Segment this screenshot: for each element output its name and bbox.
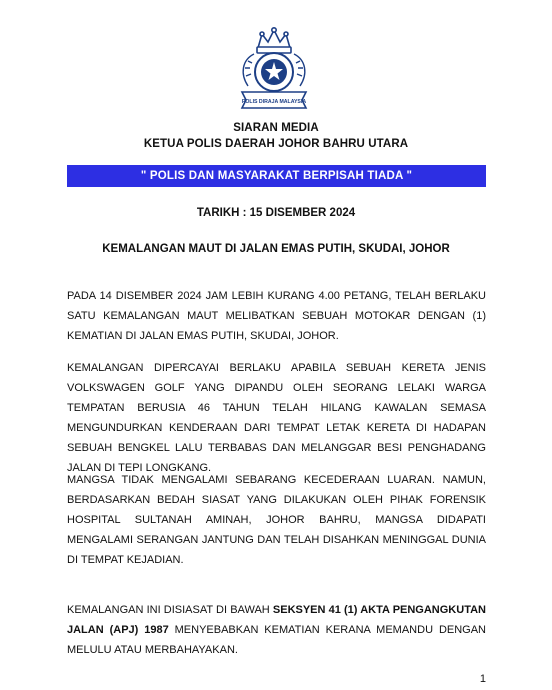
motto-banner bbox=[67, 165, 486, 187]
motto-text: " POLIS DAN MASYARAKAT BERPISAH TIADA " bbox=[140, 170, 413, 182]
issuer-title: KETUA POLIS DAERAH JOHOR BAHRU UTARA bbox=[143, 138, 409, 150]
ribbon-icon bbox=[242, 92, 306, 108]
paragraph-4-rest: MENYEBABKAN KEMATIAN KERANA MEMANDU DENGAN MELULU ATAU MERBAHAYAKAN. bbox=[67, 624, 486, 656]
svg-text:POLIS DIRAJA MALAYSIA: POLIS DIRAJA MALAYSIA bbox=[241, 99, 307, 105]
statute-reference: SEKSYEN 41 (1) AKTA PENGANGKUTAN JALAN (APJ) 1987 bbox=[67, 604, 486, 636]
paragraph-3: MANGSA TIDAK MENGALAMI SEBARANG KECEDERAAN LUARAN. NAMUN, BERDASARKAN BEDAH SIASAT YANG DILAKUKAN OLEH PIHAK FORENSIK HOSPITAL SULTANAH AMINAH, JOHOR BAHRU, MANGSA DIDAPATI MENGALAMI SERANGAN JANTUNG DAN TELAH DISAHKAN MENINGGAL DUNIA DI TEMPAT KEJADIAN. bbox=[67, 474, 486, 566]
paragraph-1: PADA 14 DISEMBER 2024 JAM LEBIH KURANG 4.00 PETANG, TELAH BERLAKU SATU KEMALANGAN MAUT MELIBATKAN SEBUAH MOTOKAR DENGAN (1) KEMATIAN DI JALAN EMAS PUTIH, SKUDAI, JOHOR. bbox=[67, 290, 486, 342]
shield-icon bbox=[255, 53, 293, 91]
page-number: 1 bbox=[479, 673, 486, 685]
police-crest-logo bbox=[234, 26, 314, 112]
media-release-title: SIARAN MEDIA bbox=[233, 122, 319, 134]
paragraph-4-intro: KEMALANGAN INI DISIASAT DI BAWAH bbox=[67, 604, 273, 616]
headline: KEMALANGAN MAUT DI JALAN EMAS PUTIH, SKUDAI, JOHOR bbox=[102, 243, 450, 255]
paragraph-2: KEMALANGAN DIPERCAYAI BERLAKU APABILA SEBUAH KERETA JENIS VOLKSWAGEN GOLF YANG DIPANDU OLEH SEORANG LELAKI WARGA TEMPATAN BERUSIA 46 TAHUN TELAH HILANG KAWALAN SEMASA MENGUNDURKAN KENDERAAN DARI TEMPAT LETAK KERETA DI HADAPAN SEBUAH BENGKEL LALU TERBABAS DAN MELANGGAR BESI PENGHADANG JALAN DI TEPI LONGKANG. bbox=[67, 362, 486, 474]
crown-icon bbox=[257, 28, 291, 53]
paragraph-4 bbox=[67, 600, 486, 660]
date-line: TARIKH : 15 DISEMBER 2024 bbox=[196, 207, 356, 219]
